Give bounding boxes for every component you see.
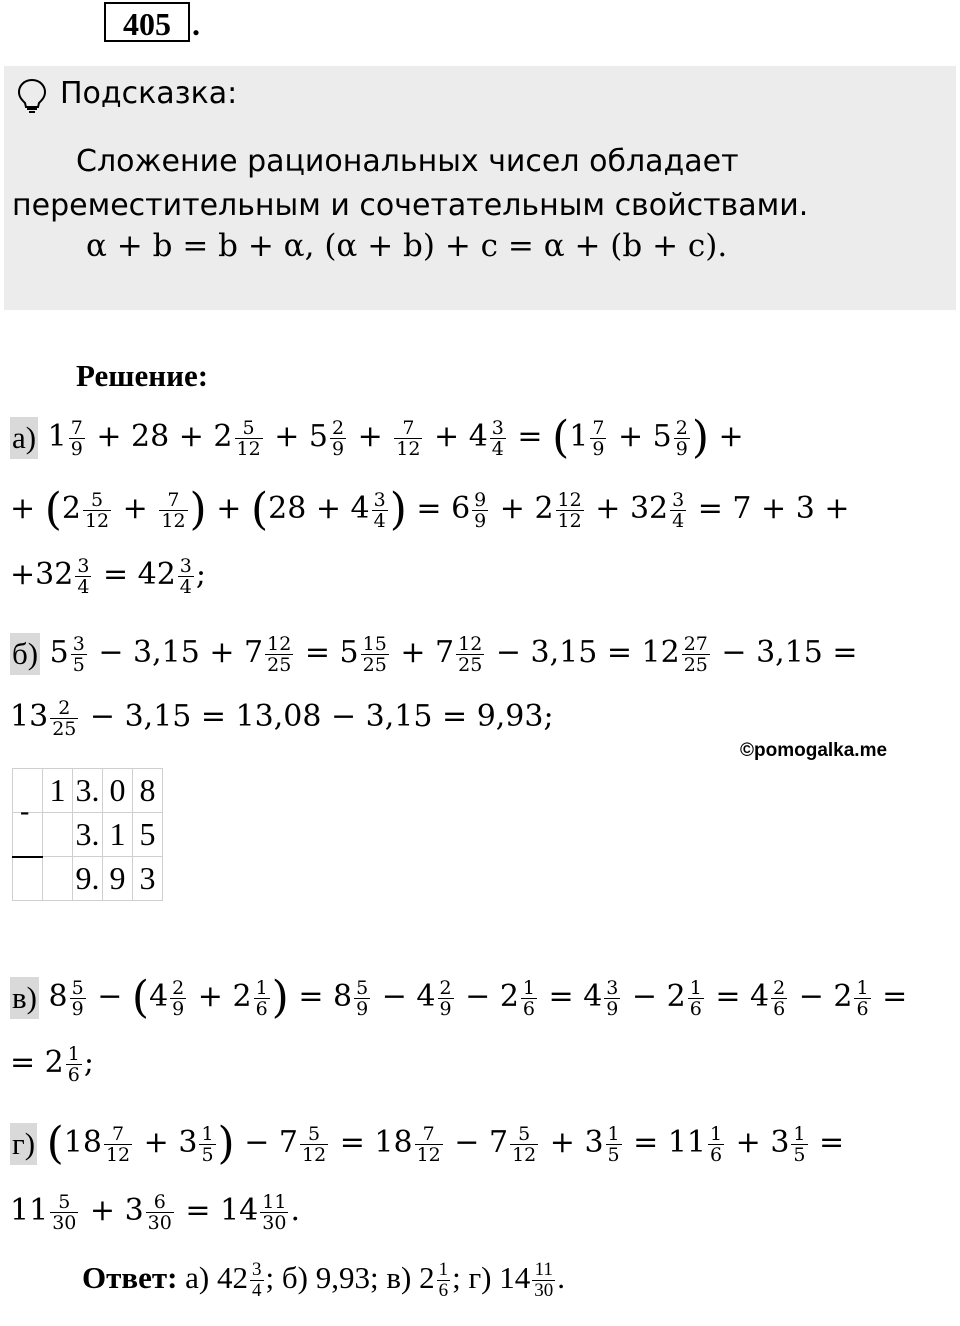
- hint-title: Подсказка:: [60, 76, 238, 111]
- part-b-line-1: б) 5 $\frac{3}{5}$ − 3,15 + 7 $\frac{12}{25}$ = 5 $\frac{15}{25}$ + 7 $\frac{12}{25}$ − 3,15 = 12 $\frac{27}{25}$ − 3,15 =: [12, 632, 858, 676]
- column-subtraction-table: [12, 768, 163, 901]
- table-cell: 8: [133, 769, 163, 813]
- table-cell: 9.: [73, 857, 103, 901]
- table-cell: [43, 813, 73, 857]
- answer-v-label: в): [386, 1260, 412, 1295]
- table-cell: 0: [103, 769, 133, 813]
- answer-b-label: б): [281, 1260, 308, 1295]
- table-cell: 5: [133, 813, 163, 857]
- table-row: [13, 857, 163, 901]
- problem-number: 405: [104, 2, 190, 42]
- part-v-line-1: в) 8 $\frac{5}{9}$ − (4 $\frac{2}{9}$ + 2 $\frac{1}{6}$ ) = 8 $\frac{5}{9}$ − 4 $\frac{2}{9}$ − 2 $\frac{1}{6}$ = 4 $\frac{3}{9}$ − 2 $\frac{1}{6}$ = 4 $\frac{2}{6}$ − 2 $\frac{1}{6}$ =: [12, 972, 908, 1023]
- part-g-line-1: г) (18 $\frac{7}{12}$ + 3 $\frac{1}{5}$ ) − 7 $\frac{5}{12}$ = 18 $\frac{7}{12}$ − 7 $\frac{5}{12}$ + 3 $\frac{1}{5}$ = 11 $\frac{1}{6}$ + 3 $\frac{1}{5}$ =: [12, 1118, 845, 1169]
- table-cell: [13, 857, 43, 901]
- table-row: [13, 813, 163, 857]
- part-g-line-2: 11 $\frac{5}{30}$ + 3 $\frac{6}{30}$ = 14 $\frac{11}{30}$ .: [10, 1190, 300, 1234]
- answer-g-label: г): [468, 1260, 492, 1295]
- hint-formula: α + b = b + α, (α + b) + c = α + (b + c).: [86, 228, 728, 264]
- watermark: ©pomogalka.me: [740, 740, 888, 761]
- table-cell: 3: [133, 857, 163, 901]
- answer-label: Ответ:: [82, 1260, 178, 1295]
- table-cell: 3.: [73, 813, 103, 857]
- table-cell: 1: [103, 813, 133, 857]
- answer-b-value: 9,93;: [315, 1260, 379, 1295]
- table-cell: 3.: [73, 769, 103, 813]
- part-a-line-1: а) 1 $\frac{7}{9}$ + 28 + 2 $\frac{5}{12}$ + 5 $\frac{2}{9}$ + $\frac{7}{12}$ + 4 $\frac{3}{4}$ = (1 $\frac{7}{9}$ + 5 $\frac{2}{9}$ ) +: [12, 412, 744, 463]
- lightbulb-icon: [16, 78, 48, 114]
- part-g-label: г): [10, 1123, 37, 1165]
- problem-number-dot: .: [192, 6, 200, 42]
- part-a-line-3: +32 $\frac{3}{4}$ = 42 $\frac{3}{4}$ ;: [10, 554, 206, 598]
- part-v-label: в): [10, 977, 39, 1019]
- subtraction-underline: [12, 856, 43, 858]
- part-v-line-2: = 2 $\frac{1}{6}$ ;: [10, 1042, 94, 1086]
- table-cell: [43, 857, 73, 901]
- hint-text-line-2: переместительным и сочетательным свойствами.: [12, 188, 809, 223]
- answer-line: Ответ: а) 42 $\frac{3}{4}$ ; б) 9,93; в) 2 $\frac{1}{6}$ ; г) 14 $\frac{11}{30}$ .: [82, 1259, 565, 1302]
- solution-title: Решение:: [76, 358, 209, 393]
- part-b-label: б): [10, 633, 40, 675]
- subtraction-sign: -: [20, 796, 30, 827]
- table-cell: 1: [43, 769, 73, 813]
- answer-a-label: а): [185, 1260, 210, 1295]
- part-a-label: а): [10, 417, 38, 459]
- part-a-line-2: + (2 $\frac{5}{12}$ + $\frac{7}{12}$ ) + (28 + 4 $\frac{3}{4}$ ) = 6 $\frac{9}{9}$ + 2 $\frac{12}{12}$ + 32 $\frac{3}{4}$ = 7 + 3 +: [10, 484, 850, 535]
- hint-text-line-1: Сложение рациональных чисел обладает: [76, 144, 739, 179]
- table-row: [13, 769, 163, 813]
- table-cell: 9: [103, 857, 133, 901]
- part-b-line-2: 13 $\frac{2}{25}$ − 3,15 = 13,08 − 3,15 = 9,93;: [10, 696, 554, 740]
